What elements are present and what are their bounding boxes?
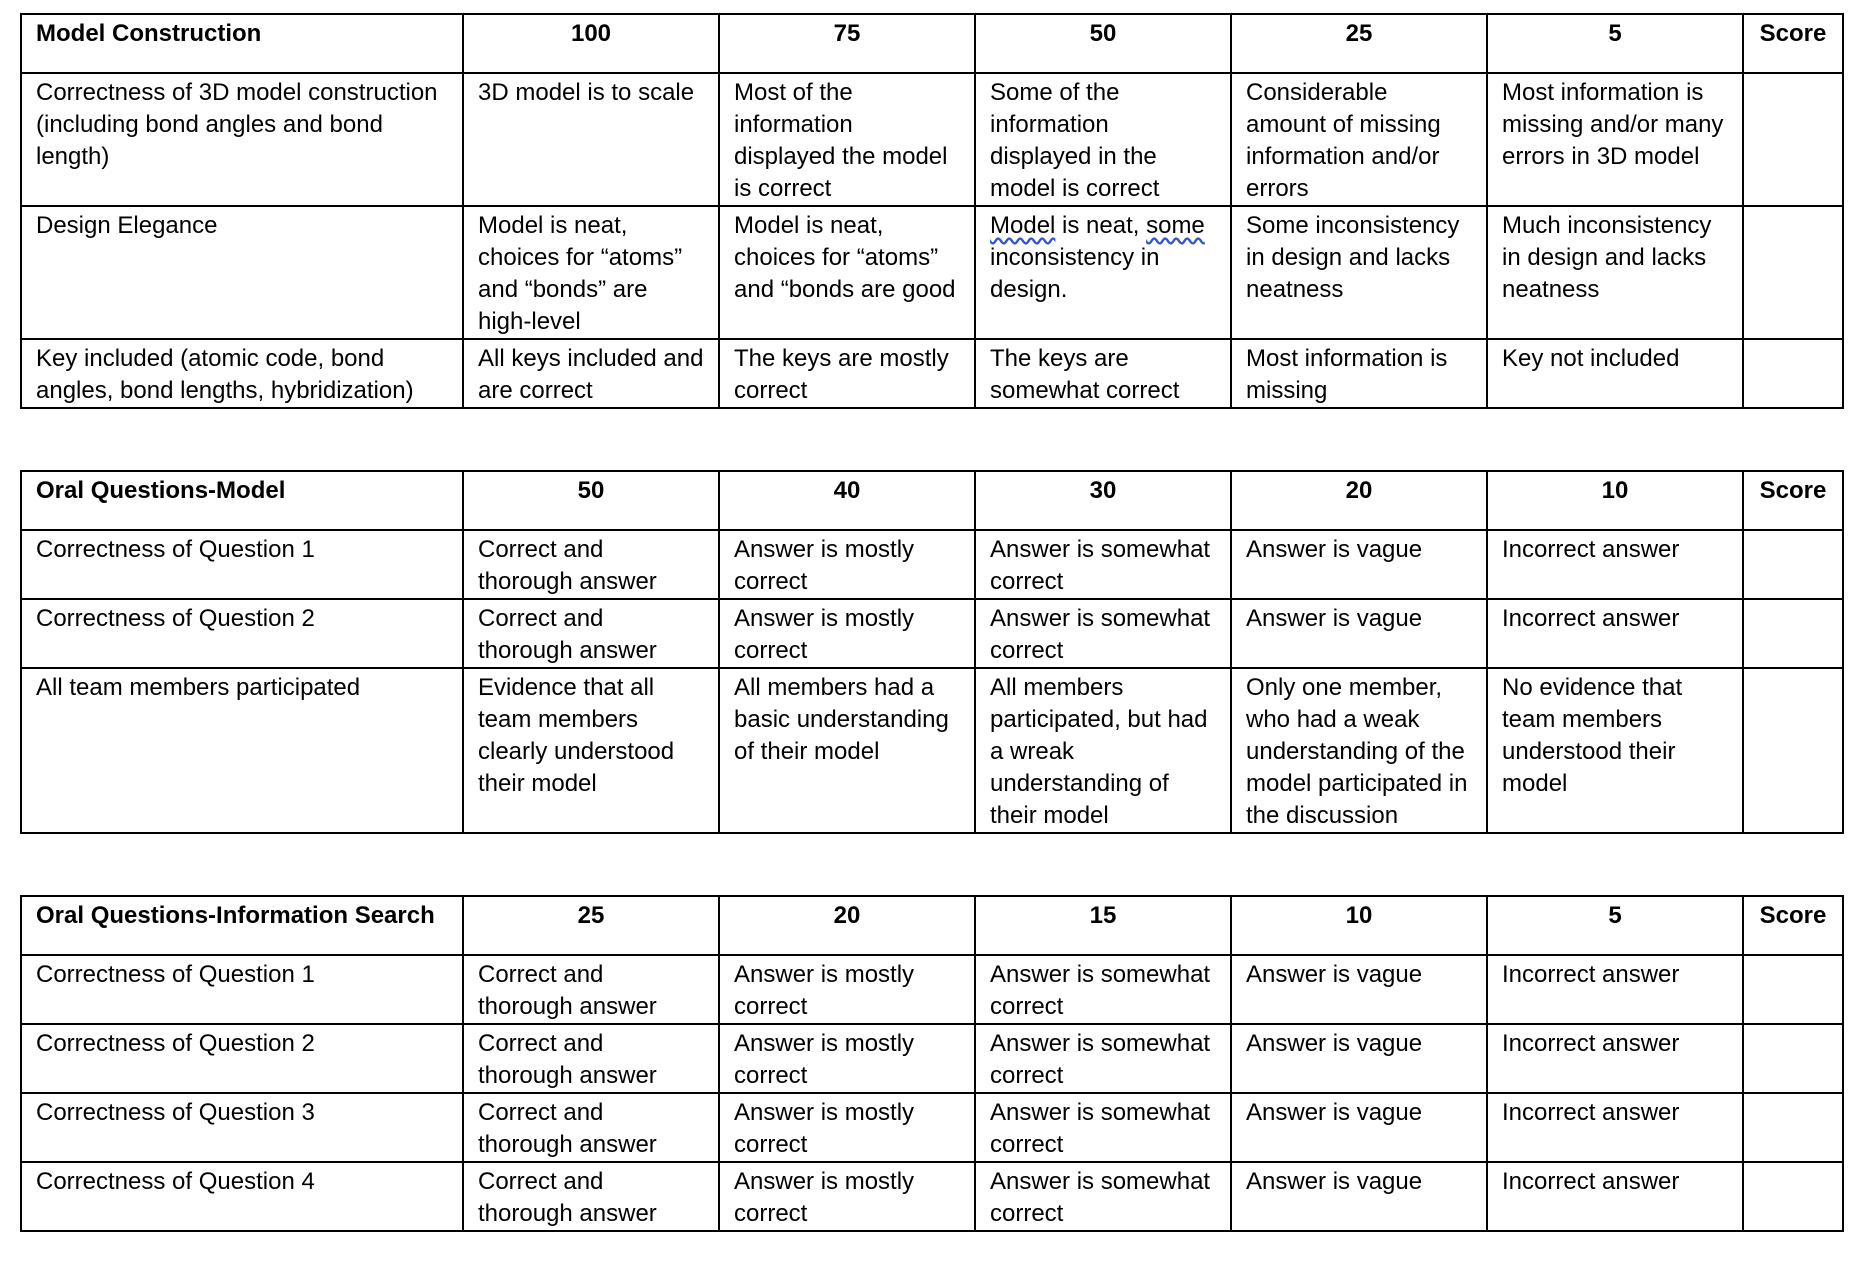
level-description-cell: Key not included	[1487, 339, 1743, 408]
criterion-cell: Correctness of Question 1	[21, 955, 463, 1024]
score-header: Score	[1743, 471, 1843, 530]
level-header: 25	[1231, 14, 1487, 73]
table-header-row	[21, 896, 1843, 955]
score-cell[interactable]	[1743, 955, 1843, 1024]
level-description-cell: Answer is mostly correct	[719, 1024, 975, 1093]
score-cell[interactable]	[1743, 1162, 1843, 1231]
table-row	[21, 1093, 1843, 1162]
table-row	[21, 1162, 1843, 1231]
level-description-cell: All keys included and are correct	[463, 339, 719, 408]
level-description-cell: Answer is somewhat correct	[975, 1024, 1231, 1093]
level-description-cell: Answer is mostly correct	[719, 1162, 975, 1231]
level-description-cell: No evidence that team members understood their model	[1487, 668, 1743, 833]
table-row	[21, 339, 1843, 408]
level-header: 5	[1487, 896, 1743, 955]
level-description-cell: Evidence that all team members clearly understood their model	[463, 668, 719, 833]
level-header: 10	[1231, 896, 1487, 955]
table-row	[21, 530, 1843, 599]
table-row	[21, 955, 1843, 1024]
rubric-document	[20, 13, 1842, 1232]
level-description-cell: Answer is somewhat correct	[975, 599, 1231, 668]
level-description-cell: The keys are mostly correct	[719, 339, 975, 408]
level-description-cell: Answer is mostly correct	[719, 599, 975, 668]
level-description-cell: Answer is vague	[1231, 1024, 1487, 1093]
table-title: Oral Questions-Information Search	[21, 896, 463, 955]
level-description-cell: Considerable amount of missing information and/or errors	[1231, 73, 1487, 206]
table-header-row	[21, 471, 1843, 530]
level-header: 5	[1487, 14, 1743, 73]
level-description-cell: The keys are somewhat correct	[975, 339, 1231, 408]
table-row	[21, 1024, 1843, 1093]
level-description-cell: Answer is somewhat correct	[975, 1093, 1231, 1162]
level-header: 50	[975, 14, 1231, 73]
table-row	[21, 206, 1843, 339]
level-header: 50	[463, 471, 719, 530]
level-description-cell: Correct and thorough answer	[463, 1024, 719, 1093]
level-description-cell: Most information is missing and/or many errors in 3D model	[1487, 73, 1743, 206]
level-description-cell: Answer is somewhat correct	[975, 1162, 1231, 1231]
rubric-table	[20, 895, 1844, 1232]
level-description-cell: Answer is somewhat correct	[975, 530, 1231, 599]
level-description-cell: Incorrect answer	[1487, 530, 1743, 599]
rubric-table	[20, 470, 1844, 834]
level-description-cell: Answer is vague	[1231, 1093, 1487, 1162]
table-row	[21, 668, 1843, 833]
criterion-cell: All team members participated	[21, 668, 463, 833]
level-header: 100	[463, 14, 719, 73]
level-description-cell: Correct and thorough answer	[463, 530, 719, 599]
level-header: 75	[719, 14, 975, 73]
score-cell[interactable]	[1743, 1093, 1843, 1162]
table-row	[21, 599, 1843, 668]
level-description-cell: Incorrect answer	[1487, 599, 1743, 668]
table-title: Oral Questions-Model	[21, 471, 463, 530]
score-header: Score	[1743, 896, 1843, 955]
level-description-cell: Incorrect answer	[1487, 1024, 1743, 1093]
rubric-table	[20, 13, 1844, 409]
level-header: 25	[463, 896, 719, 955]
level-description-cell: 3D model is to scale	[463, 73, 719, 206]
criterion-cell: Design Elegance	[21, 206, 463, 339]
level-description-cell: Correct and thorough answer	[463, 1162, 719, 1231]
level-description-cell: Incorrect answer	[1487, 955, 1743, 1024]
level-description-cell: Much inconsistency in design and lacks neatness	[1487, 206, 1743, 339]
criterion-cell: Key included (atomic code, bond angles, bond lengths, hybridization)	[21, 339, 463, 408]
level-header: 20	[1231, 471, 1487, 530]
level-description-cell: Answer is mostly correct	[719, 955, 975, 1024]
criterion-cell: Correctness of Question 2	[21, 1024, 463, 1093]
level-description-cell: Answer is vague	[1231, 530, 1487, 599]
level-description-cell: All members had a basic understanding of their model	[719, 668, 975, 833]
level-description-cell: Incorrect answer	[1487, 1162, 1743, 1231]
level-description-cell: Only one member, who had a weak understanding of the model participated in the discussion	[1231, 668, 1487, 833]
criterion-cell: Correctness of Question 1	[21, 530, 463, 599]
level-header: 40	[719, 471, 975, 530]
level-description-cell: Correct and thorough answer	[463, 955, 719, 1024]
score-cell[interactable]	[1743, 73, 1843, 206]
score-header: Score	[1743, 14, 1843, 73]
level-description-cell: Correct and thorough answer	[463, 1093, 719, 1162]
criterion-cell: Correctness of Question 3	[21, 1093, 463, 1162]
criterion-cell: Correctness of Question 4	[21, 1162, 463, 1231]
table-header-row	[21, 14, 1843, 73]
table-row	[21, 73, 1843, 206]
table-title: Model Construction	[21, 14, 463, 73]
level-description-cell: Some inconsistency in design and lacks neatness	[1231, 206, 1487, 339]
level-description-cell: Incorrect answer	[1487, 1093, 1743, 1162]
criterion-cell: Correctness of 3D model construction (including bond angles and bond length)	[21, 73, 463, 206]
level-description-cell: Model is neat, choices for “atoms” and “bonds are good	[719, 206, 975, 339]
level-description-cell: Answer is vague	[1231, 955, 1487, 1024]
level-header: 10	[1487, 471, 1743, 530]
level-description-cell: Answer is mostly correct	[719, 530, 975, 599]
level-description-cell: Answer is somewhat correct	[975, 955, 1231, 1024]
score-cell[interactable]	[1743, 599, 1843, 668]
level-header: 20	[719, 896, 975, 955]
level-description-cell: Model is neat, some inconsistency in design.	[975, 206, 1231, 339]
level-description-cell: Answer is vague	[1231, 599, 1487, 668]
level-description-cell: All members participated, but had a wreak understanding of their model	[975, 668, 1231, 833]
level-description-cell: Most information is missing	[1231, 339, 1487, 408]
level-description-cell: Answer is vague	[1231, 1162, 1487, 1231]
level-description-cell: Model is neat, choices for “atoms” and “bonds” are high-level	[463, 206, 719, 339]
score-cell[interactable]	[1743, 206, 1843, 339]
score-cell[interactable]	[1743, 339, 1843, 408]
level-header: 15	[975, 896, 1231, 955]
score-cell[interactable]	[1743, 668, 1843, 833]
level-header: 30	[975, 471, 1231, 530]
score-cell[interactable]	[1743, 1024, 1843, 1093]
criterion-cell: Correctness of Question 2	[21, 599, 463, 668]
level-description-cell: Some of the information displayed in the model is correct	[975, 73, 1231, 206]
level-description-cell: Most of the information displayed the model is correct	[719, 73, 975, 206]
level-description-cell: Correct and thorough answer	[463, 599, 719, 668]
level-description-cell: Answer is mostly correct	[719, 1093, 975, 1162]
score-cell[interactable]	[1743, 530, 1843, 599]
